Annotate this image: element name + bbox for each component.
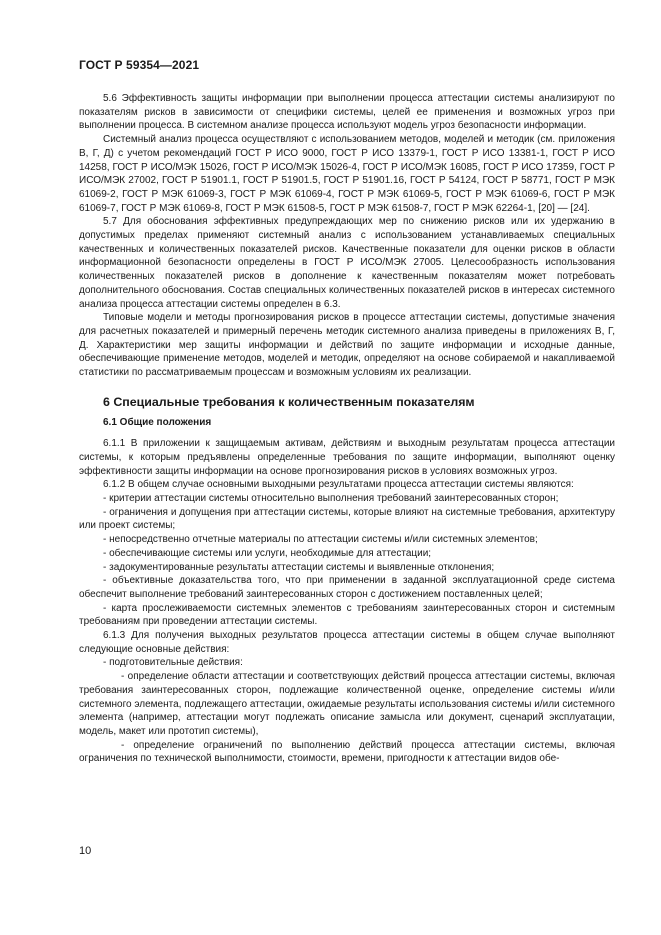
list-item: - обеспечивающие системы или услуги, необходимые для аттестации;: [103, 547, 432, 559]
section-6-heading: 6 Специальные требования к количественным показателям: [103, 394, 475, 409]
document-body: [79, 92, 615, 766]
paragraph-typical-models: Типовые модели и методы прогнозирования рисков в процессе аттестации системы, допустимые значения для расчетных показателей и примерный перечень методик системного анализа приведены в приложениях В, Г, Д. Характеристики мер защиты информации и действий по защите информации и исходные данные, обеспечивающие применение методов, моделей и методик, определяют на основе собираемой и накапливаемой статистики по рассматриваемым процессам и возможным условиям их реализации.: [79, 312, 615, 379]
paragraph-6-1-1: 6.1.1 В приложении к защищаемым активам, действиям и выходным результатам процесса аттестации системы, к которым предъявлены определенные требования по защите информации, выполняют оценку эффективности защиты информации на основе прогнозирования рисков в условиях возможных угроз.: [79, 438, 615, 477]
paragraph-6-1-2: 6.1.2 В общем случае основными выходными результатами процесса аттестации системы являются:: [103, 479, 574, 491]
subsection-6-1-heading: 6.1 Общие положения: [103, 417, 212, 429]
page-number: 10: [79, 845, 92, 857]
list-item: - критерии аттестации системы относительно выполнения требований заинтересованных сторон;: [103, 492, 559, 504]
list-subitem: - определение области аттестации и соответствующих действий процесса аттестации системы, включая требования заинтересованных сторон, подлежащие количественной оценке, определение системы и/или системного элемента, подлежащего аттестации, ожидаемые результаты использования системы и/или системного элемента (например, аттестации могут подлежать описание замысла или документ, сценарий эксплуатации, модель, макет или прототип системы),: [79, 671, 615, 737]
list-item: - объективные доказательства того, что при применении в заданной эксплуатационной среде система обеспечит выполнение требований заинтересованных сторон с достижением поставленных целей;: [79, 575, 615, 600]
list-item: - задокументированные результаты аттестации системы и выявленные отклонения;: [103, 561, 495, 573]
list-item: - карта прослеживаемости системных элементов с требованиям заинтересованных сторон и системным требованиям при проведении аттестации системы.: [79, 602, 615, 628]
list-item-preparatory: - подготовительные действия:: [103, 657, 243, 669]
paragraph-5-7: 5.7 Для обоснования эффективных предупреждающих мер по снижению рисков или их удержанию в допустимых пределах применяют системный анализ с использованием устанавливаемых специальных качественных и количественных показателей рисков. Качественные показатели для оценки рисков в области информационной безопасности определены в ГОСТ Р ИСО/МЭК 27005. Целесообразность использования количественных показателей рисков в дополнение к качественным показателям может потребовать дополнительного обоснования. Состав специальных количественных показателей рисков в интересах системного анализа процесса аттестации системы определен в 6.3.: [79, 216, 615, 310]
paragraph-5-6: 5.6 Эффективность защиты информации при выполнении процесса аттестации системы анализируют по показателям рисков в зависимости от специфики системы, целей ее применения и возможных угроз при выполнении процесса. В системном анализе процесса используют модель угроз безопасности информации.: [79, 93, 615, 132]
list-item: - непосредственно отчетные материалы по аттестации системы и/или системных элементов;: [103, 534, 538, 546]
paragraph-system-analysis: Системный анализ процесса осуществляют с использованием методов, моделей и методик (см. приложения В, Г, Д) с учетом рекомендаций ГОСТ Р ИСО 9000, ГОСТ Р ИСО 13379-1, ГОСТ Р ИСО 13381-1, ГОСТ Р ИСО 14258, ГОСТ Р ИСО/МЭК 15026, ГОСТ Р ИСО/МЭК 15026-4, ГОСТ Р ИСО/МЭК 16085, ГОСТ Р ИСО 17359, ГОСТ Р ИСО/МЭК 27002, ГОСТ Р 51901.1, ГОСТ Р 51901.5, ГОСТ Р 51901.16, ГОСТ Р 54124, ГОСТ Р 58771, ГОСТ Р МЭК 61069-2, ГОСТ Р МЭК 61069-3, ГОСТ Р МЭК 61069-4, ГОСТ Р МЭК 61069-5, ГОСТ Р МЭК 61069-6, ГОСТ Р МЭК 61069-7, ГОСТ Р МЭК 61069-8, ГОСТ Р МЭК 61508-5, ГОСТ Р МЭК 61508-7, ГОСТ Р МЭК 62264-1, [20] — [24].: [79, 134, 615, 214]
document-header-id: ГОСТ Р 59354—2021: [79, 58, 200, 72]
list-subitem: - определение ограничений по выполнению действий процесса аттестации системы, включая ограничения по технической выполнимости, стоимости, времени, пригодности к аттестации видов обе-: [79, 739, 615, 765]
list-item: - ограничения и допущения при аттестации системы, которые влияют на системные требования, архитектуру или проект системы;: [79, 506, 615, 532]
paragraph-6-1-3: 6.1.3 Для получения выходных результатов процесса аттестации системы в общем случае выполняют следующие основные действия:: [79, 630, 615, 655]
